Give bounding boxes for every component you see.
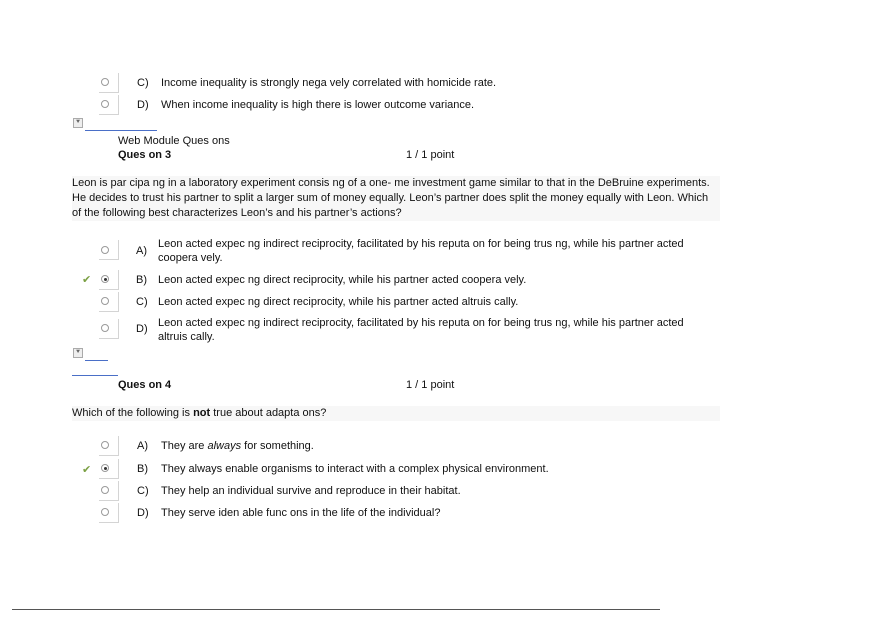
section-divider	[72, 375, 118, 376]
question-stem: Leon is par cipa ng in a laboratory experiment consis ng of a one- me investment game similar to that in the DeBruine experiments. He decides to trust his partner to split a larger sum of money equally. Leon’s partner does split the money equally with Leon. Which of the following best characterizes Leon’s and his partner’s actions?	[72, 176, 720, 221]
question-title: Ques on 3	[118, 149, 172, 161]
stem-text: true about adapta ons?	[210, 407, 327, 419]
question-stem	[72, 406, 720, 421]
option-letter: D)	[137, 507, 149, 519]
radio-q2-c[interactable]	[101, 78, 109, 86]
radio-q4-c[interactable]	[101, 486, 109, 494]
radio-q3-c[interactable]	[101, 297, 109, 305]
option-text: They help an individual survive and reproduce in their habitat.	[161, 485, 461, 497]
option-letter: C)	[137, 485, 149, 497]
option-letter: B)	[136, 274, 147, 286]
section-link-underline	[85, 130, 157, 131]
option-letter: C)	[137, 77, 149, 89]
radio-q3-b[interactable]	[101, 275, 109, 283]
option-letter: D)	[137, 99, 149, 111]
section-label: Web Module Ques ons	[118, 135, 230, 147]
option-text: Leon acted expec ng indirect reciprocity, facilitated by his reputa on for being trus ng, while his partner acted altruis cally.	[158, 317, 684, 343]
option-text-part: They are	[161, 440, 208, 452]
collapse-icon[interactable]: ⯆	[73, 118, 83, 128]
option-text: Leon acted expec ng direct reciprocity, while his partner acted altruis cally.	[158, 296, 519, 308]
radio-q4-d[interactable]	[101, 508, 109, 516]
option-text-emphasis: always	[207, 440, 242, 452]
option-text: They serve iden able func ons in the life of the individual?	[161, 507, 441, 519]
option-text: Leon acted expec ng indirect reciprocity, facilitated by his reputa on for being trus ng, while his partner acted coopera vely.	[158, 238, 684, 264]
radio-q4-a[interactable]	[101, 441, 109, 449]
option-letter: B)	[137, 463, 148, 475]
footer-rule	[12, 609, 660, 610]
question-points: 1 / 1 point	[406, 379, 455, 391]
option-text	[161, 439, 314, 453]
collapse-icon[interactable]: ⯆	[73, 348, 83, 358]
radio-q2-d[interactable]	[101, 100, 109, 108]
check-icon: ✔	[82, 274, 92, 286]
option-text: Leon acted expec ng direct reciprocity, while his partner acted coopera vely.	[158, 274, 527, 286]
option-letter: A)	[137, 440, 148, 452]
radio-q3-d[interactable]	[101, 324, 109, 332]
radio-q3-a[interactable]	[101, 246, 109, 254]
section-link-underline	[85, 360, 108, 361]
option-text-part: for something.	[241, 440, 314, 452]
stem-text: Which of the following is	[72, 407, 194, 419]
option-letter: A)	[136, 245, 147, 257]
option-letter: D)	[136, 323, 148, 335]
stem-emphasis: not	[193, 407, 211, 419]
option-text: They always enable organisms to interact with a complex physical environment.	[161, 463, 549, 475]
option-letter: C)	[136, 296, 148, 308]
option-text: Income inequality is strongly nega vely correlated with homicide rate.	[161, 77, 497, 89]
radio-q4-b[interactable]	[101, 464, 109, 472]
option-text: When income inequality is high there is lower outcome variance.	[161, 99, 475, 111]
question-points: 1 / 1 point	[406, 149, 455, 161]
check-icon: ✔	[82, 464, 92, 476]
question-title: Ques on 4	[118, 379, 172, 391]
